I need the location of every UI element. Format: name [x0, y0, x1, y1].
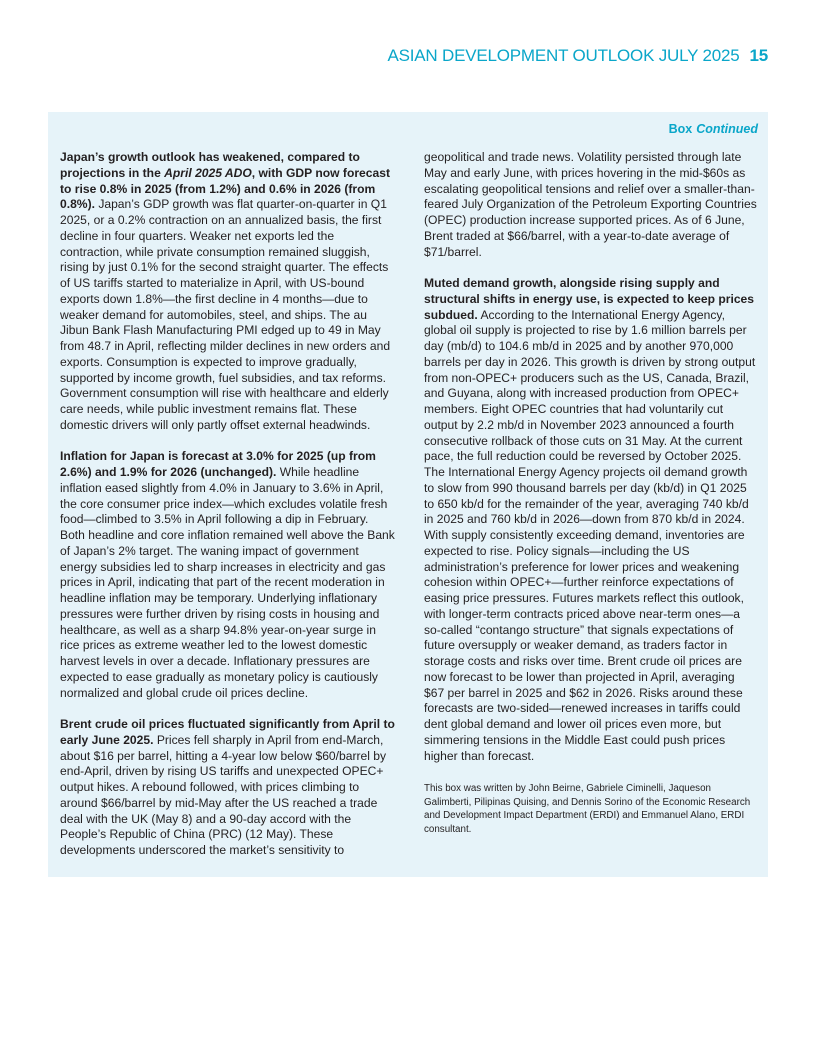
paragraph-japan-inflation — [60, 449, 395, 701]
lead-brent-prices: Brent crude oil prices fluctuated significantly from April to early June 2025. — [60, 717, 395, 747]
body-muted-demand: According to the International Energy Agency, global oil supply is projected to rise by 1.6 million barrels per day (mb/d) to 104.6 mb/d in 2025 and by another 970,000 barrels per day in 2026. This growth is driven by strong output from non-OPEC+ producers such as the US, Canada, Brazil, and Guyana, along with increased production from OPEC+ members. Eight OPEC countries that had voluntarily cut output by 2.2 mb/d in November 2023 announced a fourth consecutive rollback of those cuts on 31 May. At the current pace, the full reduction could be reversed by October 2025. The International Energy Agency projects oil demand growth to slow from 990 thousand barrels per day (kb/d) in Q1 2025 to 650 kb/d for the remainder of the year, averaging 740 kb/d in 2025 and 760 kb/d in 2026—down from 870 kb/d in 2024. With supply consistently exceeding demand, inventories are expected to rise. Policy signals—including the US administration’s preference for lower prices and weakening cohesion within OPEC+—further reinforce expectations of easing price pressures. Futures markets reflect this outlook, with longer-term contracts priced above near-term ones—a so-called “contango structure” that signals expectations of future oversupply or weaker demand, as traders factor in storage costs and risks over time. Brent crude oil prices are now forecast to be lower than projected in April, averaging $67 per barrel in 2025 and $62 in 2026. Risks around these forecasts are two-sided—renewed increases in tariffs could dent global demand and lower oil prices even more, but simmering tensions in the Middle East could push prices higher than forecast. — [424, 307, 756, 763]
right-column — [424, 150, 758, 836]
publication-title: ASIAN DEVELOPMENT OUTLOOK JULY 2025 — [387, 46, 740, 65]
lead-italic-text: April 2025 ADO — [164, 165, 252, 180]
box-word: Box — [668, 122, 693, 136]
paragraph-brent-prices — [60, 717, 395, 859]
lead-muted-demand: Muted demand growth, alongside rising supply and structural shifts in energy use, is expected to keep prices subdued. — [424, 276, 755, 322]
left-column — [60, 150, 395, 875]
box-continued: Continued — [696, 122, 758, 136]
box-panel — [48, 112, 768, 877]
box-credits: This box was written by John Beirne, Gabriele Ciminelli, Jaqueson Galimberti, Pilipinas Quising, and Dennis Sorino of the Economic Research and Development Impact Department (ERDI) and Emmanuel Alano, ERDI consultant. — [424, 783, 751, 835]
box-label — [669, 122, 758, 136]
paragraph-brent-continued — [424, 150, 758, 260]
running-header — [387, 46, 768, 66]
paragraph-japan-growth — [60, 150, 395, 434]
lead-text: Japan’s growth outlook has weakened, compared to projections in the — [60, 150, 360, 180]
paragraph-muted-demand — [424, 276, 758, 764]
body-japan-inflation: While headline inflation eased slightly from 4.0% in January to 3.6% in April, the core consumer price index—which excludes volatile fresh food—climbed to 3.5% in April following a dip in February. Both headline and core inflation remained well above the Bank of Japan’s 2% target. The waning impact of government energy subsidies led to sharp increases in electricity and gas prices in April, indicating that part of the recent moderation in headline inflation may be temporary. Underlying inflationary pressures were further driven by rising costs in housing and healthcare, as well as a sharp 94.8% year-on-year surge in rice prices as extreme weather led to the lowest domestic harvest levels in over a decade. Inflationary pressures are expected to ease gradually as monetary policy is cautiously normalized and global crude oil prices decline. — [60, 465, 395, 700]
body-japan-growth: Japan’s GDP growth was flat quarter-on-quarter in Q1 2025, or a 0.2% contraction on an annualized basis, the first decline in four quarters. Weaker net exports led the contraction, while private consumption remained sluggish, rising by just 0.1% for the second straight quarter. The effects of US tariffs started to materialize in April, with US-bound exports down 1.8%—the first decline in 4 months—due to weaker demand for automobiles, steel, and ships. The au Jibun Bank Flash Manufacturing PMI edged up to 49 in May from 48.7 in April, reflecting milder declines in new orders and exports. Consumption is expected to improve gradually, supported by income growth, fuel subsidies, and tax reforms. Government consumption will rise with healthcare and elderly care needs, while public investment remains flat. These domestic drivers will only partly offset external headwinds. — [60, 197, 391, 432]
body-brent-continued: geopolitical and trade news. Volatility persisted through late May and early June, with prices hovering in the mid-$60s as escalating geopolitical tensions and relief over a smaller-than-feared July Organization of the Petroleum Exporting Countries (OPEC) production increase supported prices. As of 6 June, Brent traded at $66/barrel, with a year-to-date average of $71/barrel. — [424, 150, 757, 259]
body-brent-prices: Prices fell sharply in April from end-March, about $16 per barrel, hitting a 4-year low below $60/barrel by end-April, driven by rising US tariffs and unexpected OPEC+ output hikes. A rebound followed, with prices climbing to around $66/barrel by mid-May after the US reached a trade deal with the UK (May 8) and a 90-day accord with the People’s Republic of China (PRC) (12 May). These developments underscored the market’s sensitivity to — [60, 732, 387, 857]
lead-japan-inflation: Inflation for Japan is forecast at 3.0% for 2025 (up from 2.6%) and 1.9% for 2026 (unchanged). — [60, 449, 376, 479]
lead-text: , with GDP now forecast to rise 0.8% in 2025 (from 1.2%) and 0.6% in 2026 (from 0.8%). — [60, 165, 390, 212]
page-number: 15 — [749, 46, 768, 65]
